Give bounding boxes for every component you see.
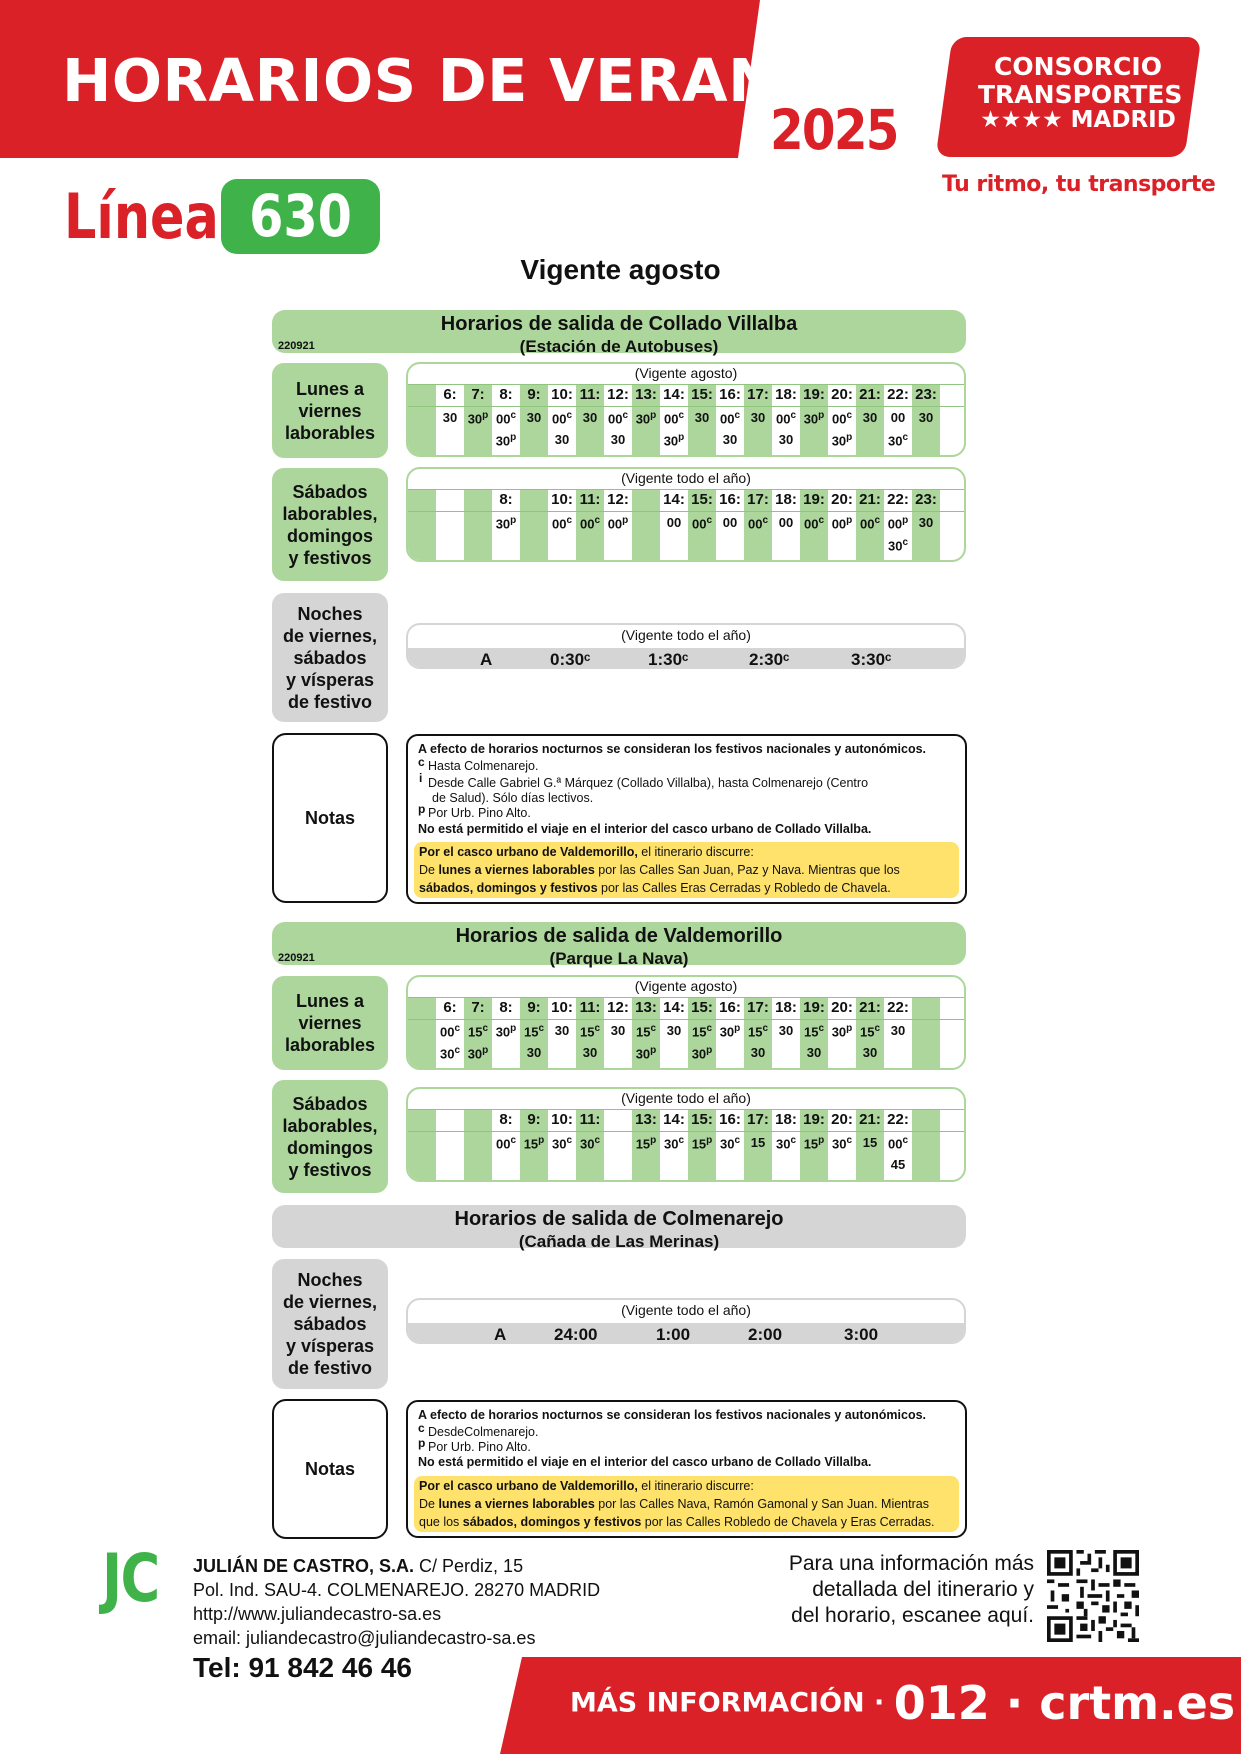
night-time: 3:30ᶜ xyxy=(851,650,892,669)
grid-line xyxy=(408,384,964,385)
timetable-column xyxy=(940,997,966,1070)
company-address xyxy=(193,1556,523,1577)
minute-cell: 30$^p$ xyxy=(495,1023,517,1040)
minute-cell: 30 xyxy=(582,1045,598,1060)
hour-cell: 22: xyxy=(887,1111,909,1128)
day-label-line: laborables, xyxy=(282,1115,378,1136)
day-label-line: viernes xyxy=(298,400,362,421)
minute-cell: 30 xyxy=(918,410,934,425)
hour-cell: 20: xyxy=(831,386,853,403)
minute-cell: 15$^p$ xyxy=(635,1135,657,1152)
hour-cell: 9: xyxy=(527,999,541,1016)
hour-cell xyxy=(934,1109,966,1131)
section-header-villalba xyxy=(272,310,966,356)
minute-cell: 15 xyxy=(750,1135,766,1150)
timetable-column xyxy=(940,1109,966,1182)
note-line: No está permitido el viaje en el interior del casco urbano de Collado Villalba. xyxy=(418,822,872,836)
section-title: Horarios de salida de Colmenarejo xyxy=(454,1208,784,1230)
minute-cell: 00$^c$ xyxy=(831,410,853,427)
info-text-line: Para una información más xyxy=(788,1552,1034,1575)
hour-cell: 6: xyxy=(443,999,457,1016)
day-label-line: Lunes a xyxy=(295,991,364,1011)
hour-cell: 22: xyxy=(887,491,909,508)
grid-line xyxy=(408,1019,964,1020)
day-label-line: Noches xyxy=(297,1270,363,1290)
hour-cell: 13: xyxy=(635,386,657,403)
minute-cell: 30$^p$ xyxy=(635,410,657,427)
minute-cell: 15$^c$ xyxy=(747,1023,769,1040)
timetable-column xyxy=(940,384,966,457)
minute-cell: 15$^p$ xyxy=(803,1135,825,1152)
timetable-valdemorillo-weekday xyxy=(406,975,966,1070)
company-website-link[interactable]: http://www.juliandecastro-sa.es xyxy=(193,1604,442,1624)
itinerary-text: lunes a viernes laborables xyxy=(438,1497,595,1511)
info-text-line: del horario, escanee aquí. xyxy=(791,1604,1034,1627)
itinerary-text: De xyxy=(419,863,439,877)
minute-cell: 00$^c$ xyxy=(551,410,573,427)
section-code: 220921 xyxy=(278,952,315,964)
grid-line xyxy=(408,997,964,998)
minute-cell: 30$^p$ xyxy=(803,410,825,427)
day-label-line: y vísperas xyxy=(285,1336,375,1356)
minute-cell: 30$^p$ xyxy=(495,515,517,532)
minute-cell: 30$^p$ xyxy=(831,1023,853,1040)
night-time: 24:00 xyxy=(554,1325,598,1344)
section-subtitle: (Parque La Nava) xyxy=(549,949,689,968)
minute-cell: 15$^c$ xyxy=(635,1023,657,1040)
validity-note: (Vigente agosto) xyxy=(634,365,738,381)
minute-cell: 30 xyxy=(778,432,794,447)
minute-cell: 00$^p$ xyxy=(607,515,629,532)
grid-line xyxy=(408,511,964,512)
hour-cell: 14: xyxy=(663,1111,685,1128)
minute-cell: 30$^c$ xyxy=(887,432,909,449)
section-title: Horarios de salida de Valdemorillo xyxy=(455,925,783,947)
minute-cell: 30 xyxy=(442,410,458,425)
minute-cell: 30 xyxy=(582,410,598,425)
hour-cell: 8: xyxy=(499,386,513,403)
day-label-line: laborables, xyxy=(282,503,378,524)
grid-line xyxy=(408,1109,964,1110)
itinerary-text: por las Calles Eras Cerradas y Robledo de Chavela. xyxy=(597,881,891,895)
note-line: No está permitido el viaje en el interior del casco urbano de Collado Villalba. xyxy=(418,1455,872,1469)
timetable-villalba-weekend xyxy=(406,467,966,562)
minute-cell: 30 xyxy=(666,1023,682,1038)
minute-cell: 00$^p$ xyxy=(887,515,909,532)
validity-note: (Vigente todo el año) xyxy=(621,1302,751,1318)
logo-text-line: ★★★★ MADRID xyxy=(980,107,1176,133)
minute-cell: 30 xyxy=(890,1023,906,1038)
minute-cell: 00$^c$ xyxy=(495,410,517,427)
hour-cell: 21: xyxy=(859,386,881,403)
day-label-line: y festivos xyxy=(288,547,372,568)
itinerary-text: Por el casco urbano de Valdemorillo, xyxy=(419,1479,638,1493)
validity-subtitle: Vigente agosto xyxy=(520,254,721,285)
footer-phone[interactable]: 012 xyxy=(893,1676,990,1730)
minute-cell: 30$^c$ xyxy=(719,1135,741,1152)
minute-cell: 15$^c$ xyxy=(803,1023,825,1040)
hour-cell: 19: xyxy=(803,386,825,403)
hour-cell: 18: xyxy=(775,1111,797,1128)
section-code: 220921 xyxy=(278,340,315,352)
minute-cell: 30 xyxy=(610,1023,626,1038)
hour-cell: 8: xyxy=(499,999,513,1016)
hour-cell: 11: xyxy=(579,491,601,508)
day-label-line: domingos xyxy=(286,1137,373,1158)
itinerary-box xyxy=(414,842,959,898)
hour-cell: 19: xyxy=(803,491,825,508)
footer-website-link[interactable]: crtm.es xyxy=(1039,1676,1236,1730)
minute-cell: 15$^c$ xyxy=(691,1023,713,1040)
hour-cell: 18: xyxy=(775,491,797,508)
minute-cell: 30 xyxy=(862,410,878,425)
hour-cell: 7: xyxy=(471,999,485,1016)
day-label-night xyxy=(272,593,388,722)
timetable-villalba-weekday xyxy=(406,362,966,457)
note-marker: c xyxy=(418,1421,425,1435)
minute-cell: 30 xyxy=(554,1023,570,1038)
hour-cell: 22: xyxy=(887,386,909,403)
note-line: Desde Calle Gabriel G.ª Márquez (Collado Villalba), hasta Colmenarejo (Centro xyxy=(428,776,869,790)
minute-cell: 00$^p$ xyxy=(831,515,853,532)
minute-cell: 00$^c$ xyxy=(691,515,713,532)
minute-cell: 30 xyxy=(526,1045,542,1060)
footer-info-label: MÁS INFORMACIÓN xyxy=(570,1687,865,1719)
day-label-weekend xyxy=(272,1080,388,1193)
day-label-weekday xyxy=(272,976,388,1070)
hour-cell: 18: xyxy=(775,999,797,1016)
note-marker: p xyxy=(418,1436,426,1450)
night-time: 2:00 xyxy=(748,1325,783,1344)
minute-cell: 30$^p$ xyxy=(467,410,489,427)
hour-cell: 15: xyxy=(691,1111,713,1128)
hour-cell: 15: xyxy=(691,491,713,508)
hour-cell: 13: xyxy=(635,1111,657,1128)
minute-cell: 00$^c$ xyxy=(859,515,881,532)
note-line: Por Urb. Pino Alto. xyxy=(428,1440,531,1454)
minute-cell: 00$^c$ xyxy=(495,1135,517,1152)
timetable-villalba-night xyxy=(406,623,966,669)
hour-cell: 21: xyxy=(859,999,881,1016)
day-label-line: de viernes, xyxy=(282,1292,378,1312)
hour-cell: 12: xyxy=(607,999,629,1016)
day-label-line: de festivo xyxy=(287,691,373,712)
hour-cell: 16: xyxy=(719,386,741,403)
logo-text-line: CONSORCIO xyxy=(994,52,1162,81)
minute-cell: 30 xyxy=(554,432,570,447)
hour-cell: 20: xyxy=(831,999,853,1016)
day-label-weekend xyxy=(272,468,388,581)
timetable-colmenarejo-night xyxy=(406,1298,966,1344)
company-name: JULIÁN DE CASTRO, S.A. xyxy=(193,1556,415,1576)
grid-line xyxy=(408,406,964,407)
minute-cell: 30$^c$ xyxy=(831,1135,853,1152)
minute-cell: 30$^p$ xyxy=(691,1045,713,1062)
section-header-valdemorillo xyxy=(272,922,966,968)
line-number-badge xyxy=(221,179,380,254)
hour-cell: 11: xyxy=(579,999,601,1016)
grid-line xyxy=(408,1131,964,1132)
section-subtitle: (Cañada de Las Merinas) xyxy=(518,1232,720,1251)
minute-cell: 30 xyxy=(918,515,934,530)
minute-cell: 00$^c$ xyxy=(607,410,629,427)
hour-cell: 14: xyxy=(663,999,685,1016)
minute-cell: 15$^c$ xyxy=(523,1023,545,1040)
minute-cell: 00 xyxy=(666,515,682,530)
day-label-line: Lunes a xyxy=(295,378,364,399)
operator-logo: JC xyxy=(102,1540,159,1617)
minute-cell: 00 xyxy=(890,410,906,425)
notes-label xyxy=(272,1399,388,1539)
minute-cell: 15$^c$ xyxy=(579,1023,601,1040)
validity-note: (Vigente todo el año) xyxy=(621,1090,751,1106)
minute-cell: 30 xyxy=(750,1045,766,1060)
hour-cell: 14: xyxy=(663,386,685,403)
day-label-weekday xyxy=(272,363,388,458)
validity-note: (Vigente agosto) xyxy=(634,978,738,994)
night-route-a: A xyxy=(494,1325,507,1344)
minute-cell: 00 xyxy=(778,515,794,530)
day-label-line: domingos xyxy=(286,525,373,546)
company-phone: Tel: 91 842 46 46 xyxy=(193,1652,412,1683)
timetable-column xyxy=(940,489,966,562)
hour-cell: 8: xyxy=(499,1111,513,1128)
minute-cell: 30$^p$ xyxy=(663,432,685,449)
minute-cell: 30 xyxy=(694,410,710,425)
night-route-a: A xyxy=(480,650,493,669)
itinerary-box xyxy=(414,1476,959,1532)
day-label-line: laborables xyxy=(284,1035,376,1055)
minute-cell: 30$^c$ xyxy=(887,537,909,554)
itinerary-text: sábados, domingos y festivos xyxy=(419,881,598,895)
minute-cell: 15$^p$ xyxy=(523,1135,545,1152)
minute-cell: 30$^p$ xyxy=(495,432,517,449)
logo-text-line: TRANSPORTES xyxy=(978,80,1183,109)
minute-cell: 30$^p$ xyxy=(831,432,853,449)
minute-cell: 45 xyxy=(890,1157,906,1172)
minute-cell: 00$^c$ xyxy=(439,1023,461,1040)
itinerary-text: sábados, domingos y festivos xyxy=(462,1515,642,1529)
hour-cell: 11: xyxy=(579,1111,601,1128)
line-number: 630 xyxy=(249,182,352,250)
minute-cell: 15 xyxy=(862,1135,878,1150)
itinerary-text: que los xyxy=(419,1515,463,1529)
year-label: 2025 xyxy=(770,98,898,162)
minute-cell: 30 xyxy=(610,432,626,447)
day-label-line: Sábados xyxy=(292,481,368,502)
hour-cell xyxy=(934,997,966,1019)
validity-note: (Vigente todo el año) xyxy=(621,470,751,486)
minute-cell: 00$^c$ xyxy=(747,515,769,532)
hour-cell: 10: xyxy=(551,999,573,1016)
hour-cell: 11: xyxy=(579,386,601,403)
night-time: 1:30ᶜ xyxy=(648,650,689,669)
night-time: 3:00 xyxy=(844,1325,879,1344)
company-email-link[interactable]: email: juliandecastro@juliandecastro-sa.es xyxy=(193,1628,536,1648)
section-subtitle: (Estación de Autobuses) xyxy=(519,337,719,356)
minute-cell: 30 xyxy=(778,1023,794,1038)
minute-cell: 00$^c$ xyxy=(803,515,825,532)
minute-cell: 30$^c$ xyxy=(439,1045,461,1062)
day-label-line: Sábados xyxy=(292,1093,368,1114)
hour-cell: 15: xyxy=(691,386,713,403)
hour-cell: 19: xyxy=(803,1111,825,1128)
itinerary-text: De xyxy=(419,1497,439,1511)
day-label-line: y vísperas xyxy=(285,669,375,690)
separator-dot: · xyxy=(989,1676,1040,1730)
notes-label-text: Notas xyxy=(304,1459,355,1479)
hour-cell: 15: xyxy=(691,999,713,1016)
hour-cell: 7: xyxy=(471,386,485,403)
day-label-line: de festivo xyxy=(287,1358,373,1378)
minute-cell: 30$^c$ xyxy=(663,1135,685,1152)
day-label-night xyxy=(272,1259,388,1389)
hour-cell: 16: xyxy=(719,491,741,508)
minute-cell: 30$^p$ xyxy=(719,1023,741,1040)
validity-note: (Vigente todo el año) xyxy=(621,627,751,643)
notes-label xyxy=(272,733,388,903)
itinerary-text: por las Calles Nava, Ramón Gamonal y San Juan. Mientras xyxy=(594,1497,929,1511)
hour-cell xyxy=(934,489,966,511)
hour-cell: 10: xyxy=(551,1111,573,1128)
itinerary-text: el itinerario discurre: xyxy=(637,1479,754,1493)
separator-dot: · xyxy=(864,1687,894,1719)
hour-cell xyxy=(934,384,966,406)
minute-cell: 00$^c$ xyxy=(579,515,601,532)
hour-cell: 9: xyxy=(527,1111,541,1128)
day-label-line: Noches xyxy=(297,603,363,624)
note-marker: i xyxy=(419,771,423,785)
hour-cell: 16: xyxy=(719,1111,741,1128)
itinerary-text: por las Calles San Juan, Paz y Nava. Mientras que los xyxy=(594,863,900,877)
note-line: Hasta Colmenarejo. xyxy=(428,759,539,773)
minute-cell: 30 xyxy=(526,410,542,425)
night-time: 1:00 xyxy=(656,1325,691,1344)
grid-line xyxy=(408,489,964,490)
minute-cell: 00$^c$ xyxy=(775,410,797,427)
hour-cell: 8: xyxy=(499,491,513,508)
hour-cell: 9: xyxy=(527,386,541,403)
note-marker: c xyxy=(418,755,425,769)
itinerary-text: Por el casco urbano de Valdemorillo, xyxy=(419,845,638,859)
hour-cell: 20: xyxy=(831,1111,853,1128)
hour-cell: 22: xyxy=(887,999,909,1016)
hour-cell: 17: xyxy=(747,491,769,508)
day-label-line: viernes xyxy=(298,1013,362,1033)
minute-cell: 00$^c$ xyxy=(663,410,685,427)
day-label-line: y festivos xyxy=(288,1159,372,1180)
hour-cell: 21: xyxy=(859,1111,881,1128)
tagline: Tu ritmo, tu transporte xyxy=(942,172,1216,197)
section-title: Horarios de salida de Collado Villalba xyxy=(440,313,798,335)
hour-cell: 23: xyxy=(915,386,937,403)
minute-cell: 30 xyxy=(806,1045,822,1060)
notes-colmenarejo xyxy=(406,1400,967,1538)
day-label-line: laborables xyxy=(284,422,376,443)
itinerary-text: por las Calles Robledo de Chavela y Eras Cerradas. xyxy=(641,1515,935,1529)
minute-cell: 15$^p$ xyxy=(691,1135,713,1152)
note-line: A efecto de horarios nocturnos se consideran los festivos nacionales y autonómicos. xyxy=(418,1408,927,1422)
hour-cell: 10: xyxy=(551,491,573,508)
minute-cell: 30$^c$ xyxy=(579,1135,601,1152)
day-label-line: sábados xyxy=(293,647,367,668)
minute-cell: 30$^p$ xyxy=(635,1045,657,1062)
page-title: HORARIOS DE VERANO xyxy=(62,46,829,115)
note-marker: p xyxy=(418,802,426,816)
minute-cell: 30$^p$ xyxy=(467,1045,489,1062)
hour-cell: 16: xyxy=(719,999,741,1016)
minute-cell: 00$^c$ xyxy=(719,410,741,427)
hour-cell: 14: xyxy=(663,491,685,508)
hour-cell: 12: xyxy=(607,386,629,403)
section-header-colmenarejo xyxy=(272,1205,966,1251)
minute-cell: 15$^c$ xyxy=(859,1023,881,1040)
footer-info xyxy=(570,1676,1235,1730)
hour-cell: 18: xyxy=(775,386,797,403)
day-label-line: de viernes, xyxy=(282,625,378,646)
hour-cell: 21: xyxy=(859,491,881,508)
minute-cell: 30 xyxy=(862,1045,878,1060)
company-street: C/ Perdiz, 15 xyxy=(414,1556,524,1576)
hour-cell: 6: xyxy=(443,386,457,403)
hour-cell: 17: xyxy=(747,386,769,403)
timetable-valdemorillo-weekend xyxy=(406,1087,966,1182)
qr-code-icon[interactable] xyxy=(1047,1550,1139,1642)
notes-villalba xyxy=(406,734,967,904)
minute-cell: 00$^c$ xyxy=(551,515,573,532)
note-line: Por Urb. Pino Alto. xyxy=(428,806,531,820)
itinerary-text: el itinerario discurre: xyxy=(637,845,754,859)
night-time: 0:30ᶜ xyxy=(550,650,591,669)
minute-cell: 15$^c$ xyxy=(467,1023,489,1040)
note-line: DesdeColmenarejo. xyxy=(428,1425,539,1439)
hour-cell: 20: xyxy=(831,491,853,508)
minute-cell: 30$^c$ xyxy=(551,1135,573,1152)
hour-cell: 17: xyxy=(747,999,769,1016)
hour-cell: 10: xyxy=(551,386,573,403)
night-time: 2:30ᶜ xyxy=(749,650,790,669)
minute-cell: 00 xyxy=(722,515,738,530)
note-line: A efecto de horarios nocturnos se consideran los festivos nacionales y autonómicos. xyxy=(418,742,927,756)
notes-label-text: Notas xyxy=(304,808,355,828)
day-label-line: sábados xyxy=(293,1314,367,1334)
hour-cell: 19: xyxy=(803,999,825,1016)
minute-cell: 00$^c$ xyxy=(887,1135,909,1152)
line-label: Línea xyxy=(64,180,219,253)
hour-cell: 23: xyxy=(915,491,937,508)
company-address-line: Pol. Ind. SAU-4. COLMENAREJO. 28270 MADRID xyxy=(193,1580,601,1600)
info-text-line: detallada del itinerario y xyxy=(812,1578,1034,1601)
hour-cell: 17: xyxy=(747,1111,769,1128)
hour-cell: 12: xyxy=(607,491,629,508)
minute-cell: 30$^c$ xyxy=(775,1135,797,1152)
note-line: de Salud). Sólo días lectivos. xyxy=(432,791,594,805)
itinerary-text: lunes a viernes laborables xyxy=(438,863,595,877)
minute-cell: 30 xyxy=(750,410,766,425)
minute-cell: 30 xyxy=(722,432,738,447)
hour-cell: 13: xyxy=(635,999,657,1016)
